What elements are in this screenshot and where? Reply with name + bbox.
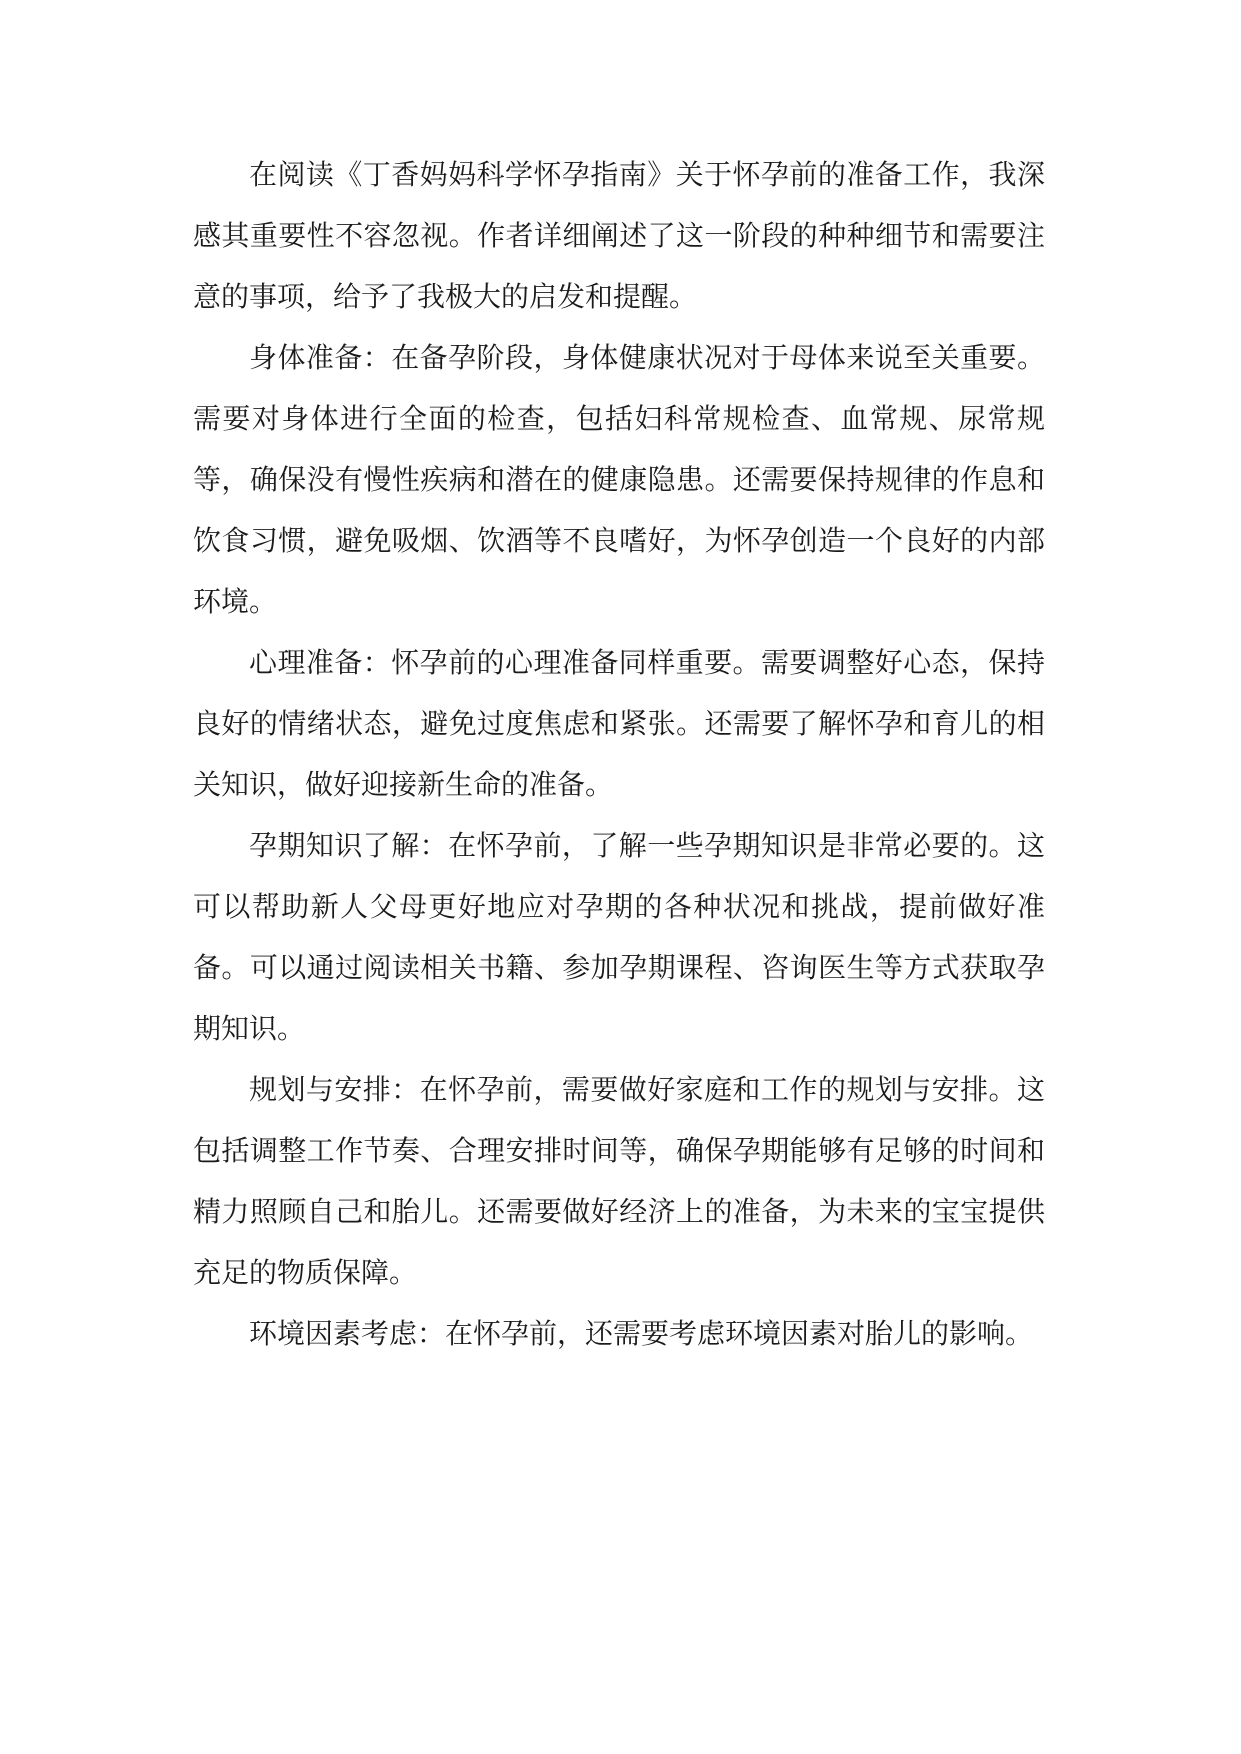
paragraph-psychological-preparation: 心理准备：怀孕前的心理准备同样重要。需要调整好心态，保持良好的情绪状态，避免过度焦虑和紧张。还需要了解怀孕和育儿的相关知识，做好迎接新生命的准备。	[193, 646, 1045, 801]
paragraph-physical-preparation: 身体准备：在备孕阶段，身体健康状况对于母体来说至关重要。需要对身体进行全面的检查，包括妇科常规检查、血常规、尿常规等，确保没有慢性疾病和潜在的健康隐患。还需要保持规律的作息和饮食习惯，避免吸烟、饮酒等不良嗜好，为怀孕创造一个良好的内部环境。	[193, 341, 1045, 618]
paragraph-environment: 环境因素考虑：在怀孕前，还需要考虑环境因素对胎儿的影响。	[249, 1317, 1034, 1350]
document-body	[193, 144, 1045, 1364]
paragraph-pregnancy-knowledge: 孕期知识了解：在怀孕前，了解一些孕期知识是非常必要的。这可以帮助新人父母更好地应对孕期的各种状况和挑战，提前做好准备。可以通过阅读相关书籍、参加孕期课程、咨询医生等方式获取孕期知识。	[193, 829, 1045, 1045]
paragraph-intro: 在阅读《丁香妈妈科学怀孕指南》关于怀孕前的准备工作，我深感其重要性不容忽视。作者详细阐述了这一阶段的种种细节和需要注意的事项，给予了我极大的启发和提醒。	[193, 158, 1045, 313]
paragraph-planning: 规划与安排：在怀孕前，需要做好家庭和工作的规划与安排。这包括调整工作节奏、合理安排时间等，确保孕期能够有足够的时间和精力照顾自己和胎儿。还需要做好经济上的准备，为未来的宝宝提供充足的物质保障。	[193, 1073, 1045, 1289]
